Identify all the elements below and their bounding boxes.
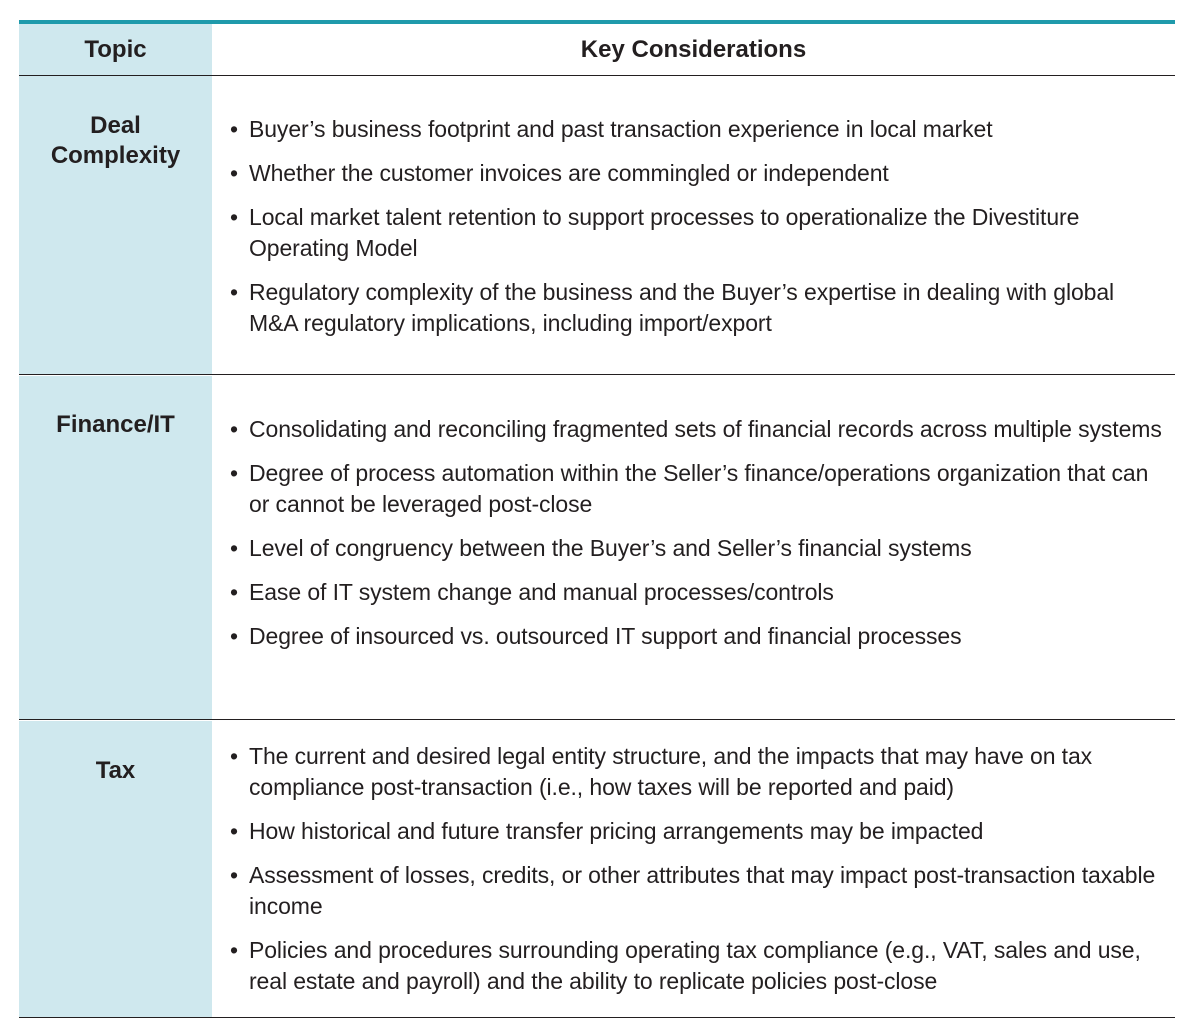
header-key-considerations: Key Considerations [580, 35, 807, 63]
bullet-dot-icon: • [230, 623, 238, 649]
list-item [230, 114, 1167, 145]
content-cell [230, 414, 1167, 665]
bullet-dot-icon: • [230, 416, 238, 442]
table-row-deal-complexity [19, 76, 1175, 375]
bullet-dot-icon: • [230, 460, 238, 486]
topic-label: Tax [95, 757, 136, 784]
bullet-dot-icon: • [230, 279, 238, 305]
topic-cell [19, 721, 212, 1017]
list-item [230, 577, 1167, 608]
list-item [230, 277, 1167, 339]
bullet-dot-icon: • [230, 862, 238, 888]
list-item-text: Local market talent retention to support processes to operationalize the Divestiture Operating Model [249, 204, 1080, 261]
bullet-dot-icon: • [230, 116, 238, 142]
list-item [230, 621, 1167, 652]
list-item-text: How historical and future transfer pricing arrangements may be impacted [249, 818, 984, 844]
list-item-text: The current and desired legal entity structure, and the impacts that may have on tax compliance post-transaction (i.e., how taxes will be reported and paid) [249, 743, 1093, 800]
list-item-text: Buyer’s business footprint and past transaction experience in local market [249, 116, 993, 142]
list-item-text: Whether the customer invoices are commingled or independent [249, 160, 889, 186]
list-item [230, 158, 1167, 189]
list-item [230, 860, 1167, 922]
bullet-dot-icon: • [230, 937, 238, 963]
table-row-tax [19, 721, 1175, 1018]
table-header-row [19, 24, 1175, 76]
table-row-finance-it [19, 376, 1175, 720]
list-item [230, 458, 1167, 520]
topic-cell [19, 376, 212, 719]
list-item-text: Level of congruency between the Buyer’s and Seller’s financial systems [249, 535, 972, 561]
bullet-dot-icon: • [230, 818, 238, 844]
considerations-table [19, 20, 1175, 1018]
list-item [230, 533, 1167, 564]
list-item-text: Ease of IT system change and manual processes/controls [249, 579, 834, 605]
bullet-dot-icon: • [230, 579, 238, 605]
bullet-dot-icon: • [230, 204, 238, 230]
list-item [230, 202, 1167, 264]
list-item [230, 414, 1167, 445]
content-cell [230, 114, 1167, 352]
list-item-text: Policies and procedures surrounding operating tax compliance (e.g., VAT, sales and use, real estate and payroll) and the ability to replicate policies post-close [249, 937, 1141, 994]
list-item [230, 935, 1167, 997]
list-item [230, 741, 1167, 803]
content-cell [230, 741, 1167, 1010]
list-item-text: Regulatory complexity of the business and the Buyer’s expertise in dealing with global M&A regulatory implications, including import/export [249, 279, 1115, 336]
list-item-text: Consolidating and reconciling fragmented sets of financial records across multiple systems [249, 416, 1162, 442]
list-item-text: Assessment of losses, credits, or other attributes that may impact post-transaction taxable income [249, 862, 1156, 919]
topic-label: Deal Complexity [50, 112, 181, 169]
bullet-dot-icon: • [230, 743, 238, 769]
list-item-text: Degree of process automation within the Seller’s finance/operations organization that can or cannot be leveraged post-close [249, 460, 1149, 517]
header-topic: Topic [19, 24, 212, 75]
bullet-dot-icon: • [230, 535, 238, 561]
list-item [230, 816, 1167, 847]
topic-label: Finance/IT [56, 411, 175, 438]
bullet-dot-icon: • [230, 160, 238, 186]
list-item-text: Degree of insourced vs. outsourced IT support and financial processes [249, 623, 962, 649]
topic-cell [19, 76, 212, 374]
